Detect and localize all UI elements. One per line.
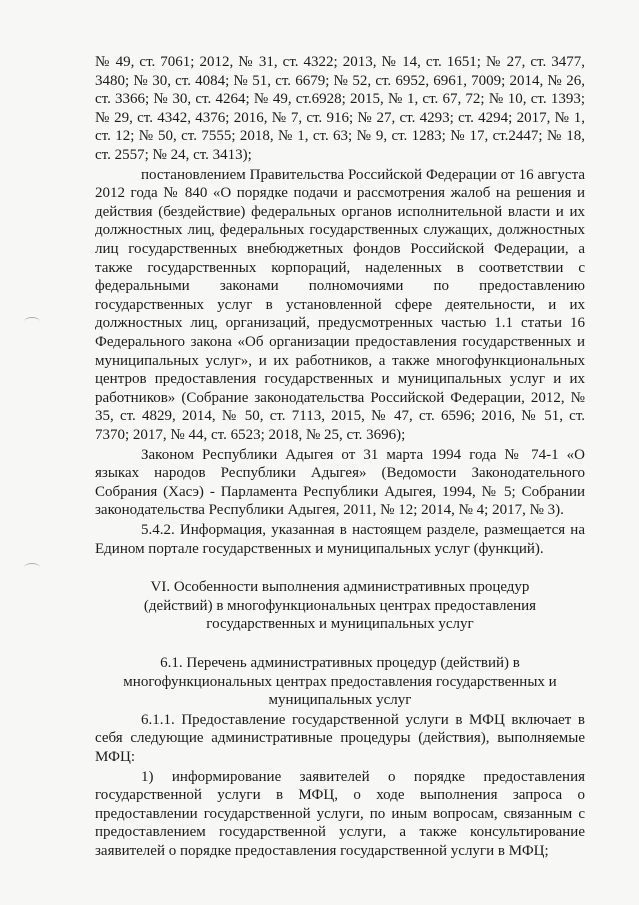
text-line: центров предоставления государственных и муниципальных услуг и их [95,371,585,387]
text-line: МФЦ: [95,749,135,765]
text-line: Собрания (Хасэ) - Парламента Республики Адыгея, 1994, № 5; Собрании [95,484,585,500]
text-line: должностных лиц, федеральных государственных служащих, должностных [95,222,585,238]
list-item-line: предоставлением государственной услуги, а также консультирование [95,824,585,840]
text-line: 5.4.2. Информация, указанная в настоящем разделе, размещается на [141,522,585,538]
text-line: постановлением Правительства Российской Федерации от 16 августа [141,167,585,183]
text-line: 2012 года № 840 «О порядке подачи и рассмотрения жалоб на решения и [95,185,585,201]
subsection-heading: 6.1. Перечень административных процедур (действий) в [160,655,520,671]
list-item-line: заявителей о порядке предоставления государственной услуги в МФЦ; [95,843,549,859]
text-line: 6.1.1. Предоставление государственной услуги в МФЦ включает в [141,712,585,728]
text-line: также государственных корпораций, наделенных в соответствии с [95,260,585,276]
text-line: ст. 12; № 50, ст. 7555; 2018, № 1, ст. 63; № 9, ст. 1283; № 17, ст.2447; № 18, [95,128,585,144]
list-item-line: предоставлении государственной услуги, по иным вопросам, связанным с [95,806,585,822]
text-line: Законом Республики Адыгея от 31 марта 1994 года № 74-1 «О [141,447,585,463]
text-line: законодательства Республики Адыгея, 2011, № 12; 2014, № 4; 2017, № 3). [95,502,564,518]
text-line: Едином портале государственных и муниципальных услуг (функций). [95,541,544,557]
text-line: должностных лиц, организаций, предусмотренных частью 1.1 статьи 16 [95,315,585,331]
text-line: 35, ст. 4829, 2014, № 50, ст. 7113, 2015, № 47, ст. 6596; 2016, № 51, ст. [95,408,585,424]
list-item-line: 1) информирование заявителей о порядке предоставления [141,769,585,785]
text-line: ст. 3366; № 30, ст. 4264; № 49, ст.6928; 2015, № 1, ст. 67, 72; № 10, ст. 1393; [95,91,585,107]
scan-binding-mark [24,563,40,572]
scan-binding-mark [24,317,40,326]
text-line: государственных услуг в установленной сфере деятельности, и их [95,297,585,313]
text-line: муниципальных услуг», и их работников, а также многофункциональных [95,353,585,369]
section-heading: (действий) в многофункциональных центрах предоставления [143,598,537,614]
text-line: 3480; № 30, ст. 4084; № 51, ст. 6679; № 52, ст. 6952, 6961, 7009; 2014, № 26, [95,73,585,89]
text-line: № 49, ст. 7061; 2012, № 31, ст. 4322; 2013, № 14, ст. 1651; № 27, ст. 3477, [95,54,585,70]
subsection-heading: муниципальных услуг [268,692,412,708]
text-line: ст. 2557; № 24, ст. 3413); [95,147,252,163]
text-line: себя следующие административные процедуры (действия), выполняемые [95,730,585,746]
section-heading: государственных и муниципальных услуг [206,616,474,632]
text-line: работников» (Собрание законодательства Российской Федерации, 2012, № [95,390,585,406]
text-line: Федерального закона «Об организации предоставления государственных и [95,334,585,350]
list-item-line: государственной услуги в МФЦ, о ходе выполнения запроса о [95,787,585,803]
text-line: лиц государственных внебюджетных фондов Российской Федерации, а [95,241,585,257]
text-line: № 29, ст. 4342, 4376; 2016, № 7, ст. 916; № 27, ст. 4293; ст. 4294; 2017, № 1, [95,110,585,126]
text-line: действия (бездействие) федеральных органов исполнительной власти и их [95,204,585,220]
text-line: 7370; 2017, № 44, ст. 6523; 2018, № 25, ст. 3696); [95,427,406,443]
subsection-heading: многофункциональных центрах предоставления государственных и [123,674,557,690]
text-line: языках народов Республики Адыгея» (Ведомости Законодательного [95,465,585,481]
text-line: федеральными законами полномочиями по предоставлению [95,278,585,294]
section-heading: VI. Особенности выполнения административных процедур [150,579,530,595]
